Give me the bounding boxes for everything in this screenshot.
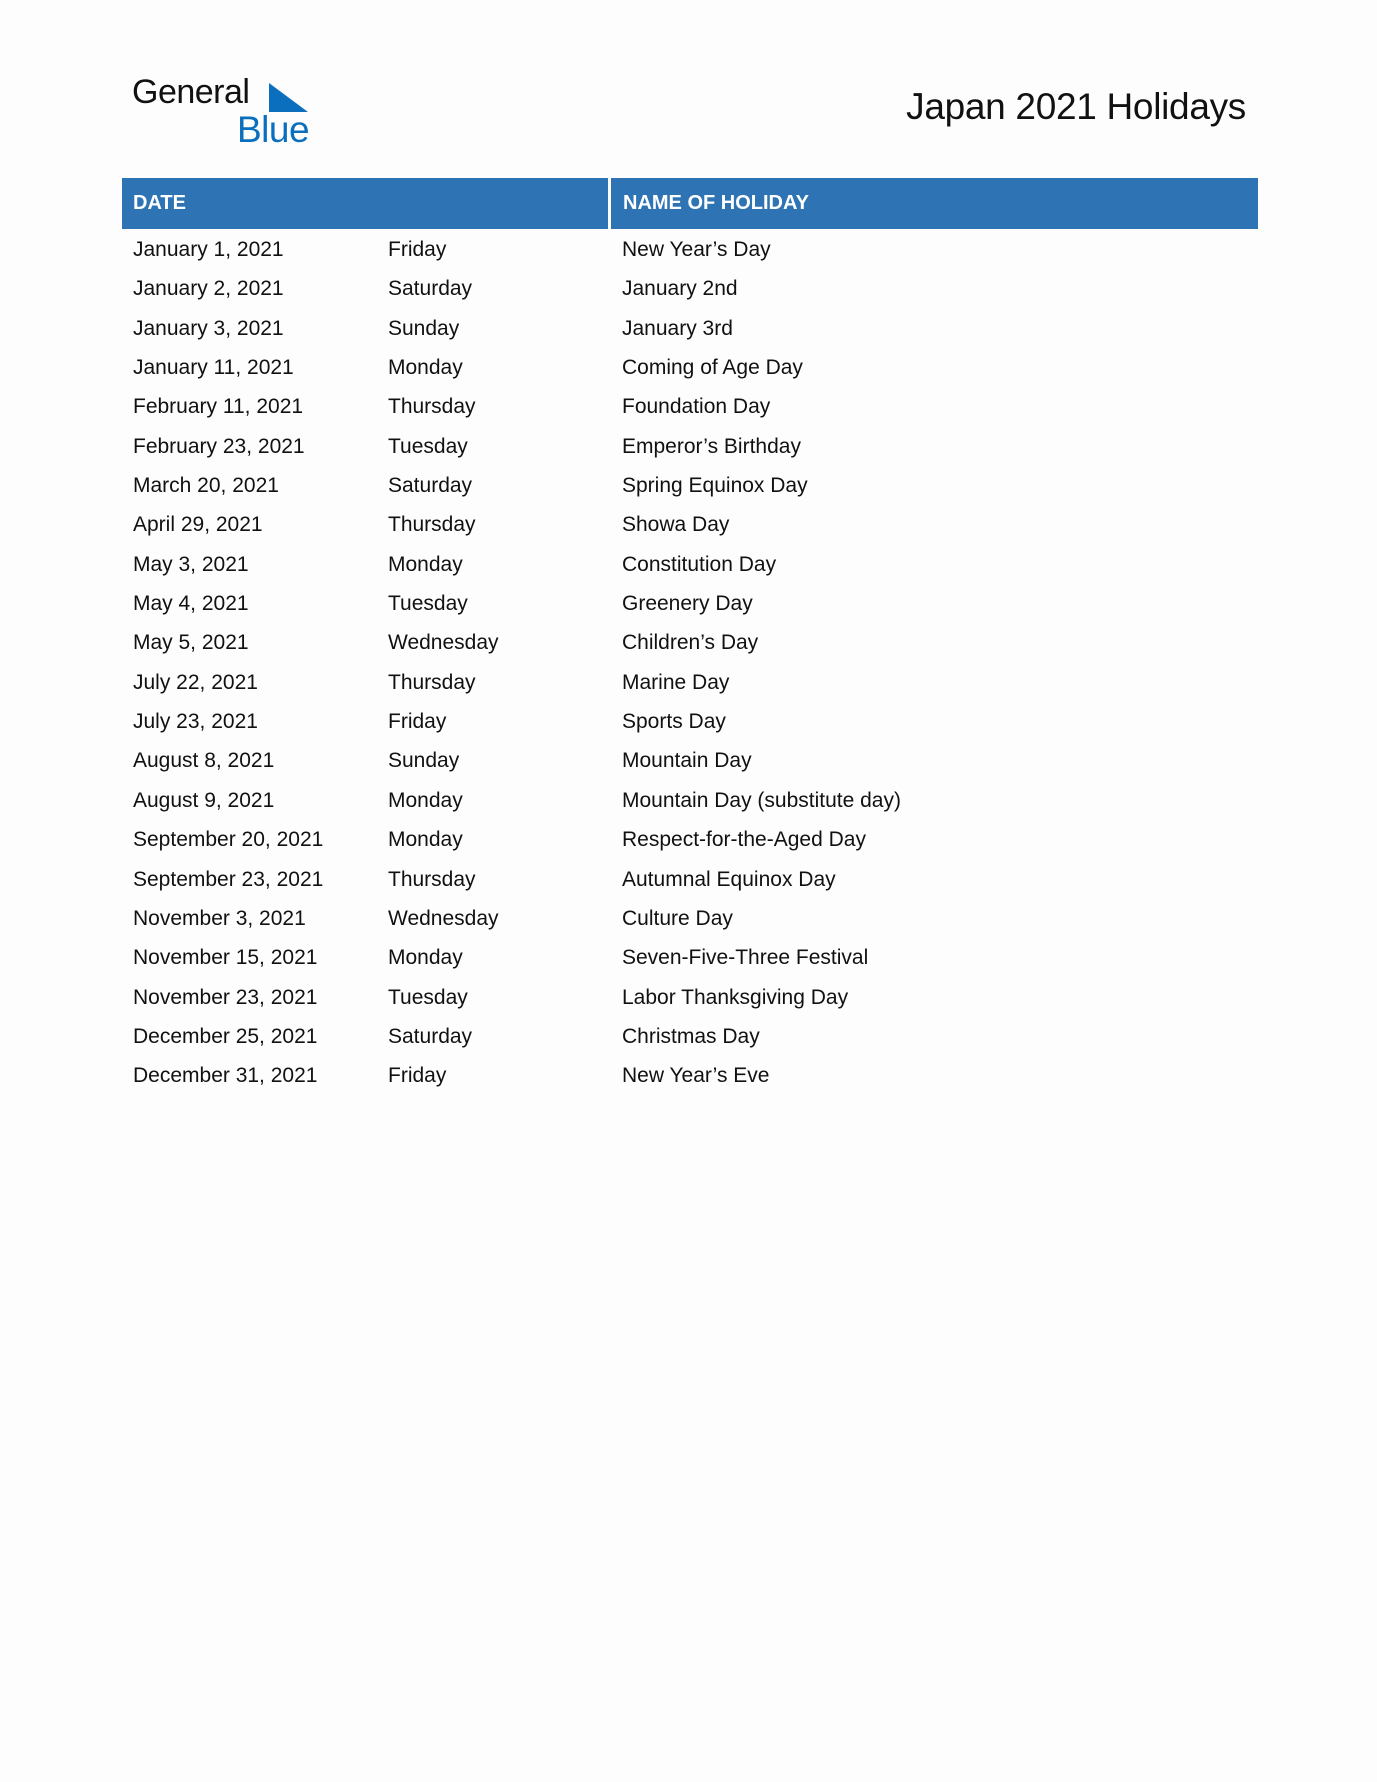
table-row: [0, 702, 1377, 741]
holiday-date: September 20, 2021: [133, 828, 324, 852]
holiday-date: February 11, 2021: [133, 395, 304, 419]
holiday-name: January 2nd: [622, 277, 738, 301]
holiday-date: July 22, 2021: [133, 670, 258, 694]
holiday-name: Christmas Day: [622, 1024, 760, 1048]
holiday-date: May 5, 2021: [133, 631, 249, 655]
holiday-weekday: Friday: [388, 238, 447, 261]
holiday-name: New Year’s Day: [622, 238, 771, 261]
table-row: [0, 269, 1377, 308]
holiday-name: January 3rd: [622, 316, 733, 340]
holiday-date: August 8, 2021: [133, 749, 275, 773]
table-row: [0, 899, 1377, 938]
holiday-date: November 3, 2021: [133, 906, 306, 930]
holiday-weekday: Friday: [388, 1064, 447, 1088]
holiday-date: December 25, 2021: [133, 1024, 318, 1048]
holiday-weekday: Tuesday: [388, 592, 468, 616]
table-row: [0, 584, 1377, 623]
holiday-weekday: Thursday: [388, 513, 476, 537]
holiday-weekday: Saturday: [388, 1024, 473, 1048]
table-row: [0, 741, 1377, 780]
holiday-weekday: Thursday: [388, 867, 476, 891]
table-row: [0, 348, 1377, 387]
table-row: [0, 505, 1377, 544]
holiday-date: January 2, 2021: [133, 277, 284, 301]
table-row: [0, 978, 1377, 1017]
holiday-weekday: Thursday: [388, 670, 476, 694]
holiday-date: May 3, 2021: [133, 552, 249, 576]
holiday-name: Seven-Five-Three Festival: [622, 946, 869, 970]
holiday-weekday: Monday: [388, 552, 463, 576]
holiday-weekday: Wednesday: [388, 631, 499, 655]
table-row: [0, 427, 1377, 466]
column-header-date: DATE: [122, 178, 608, 229]
holiday-weekday: Tuesday: [388, 434, 468, 458]
holiday-name: Foundation Day: [622, 395, 771, 419]
table-row: [0, 663, 1377, 702]
holiday-name: Showa Day: [622, 513, 730, 537]
table-row: [0, 623, 1377, 662]
holiday-name: Culture Day: [622, 906, 733, 930]
table-row: [0, 466, 1377, 505]
table-row: [0, 545, 1377, 584]
table-row: [0, 309, 1377, 348]
holiday-weekday: Saturday: [388, 277, 473, 301]
holiday-weekday: Wednesday: [388, 906, 499, 930]
holiday-weekday: Sunday: [388, 316, 460, 340]
holiday-date: April 29, 2021: [133, 513, 263, 537]
holiday-weekday: Monday: [388, 356, 463, 380]
column-header-holiday-name: NAME OF HOLIDAY: [611, 178, 1258, 229]
holiday-weekday: Monday: [388, 828, 463, 852]
holiday-name: Mountain Day (substitute day): [622, 788, 901, 812]
table-row: [0, 1056, 1377, 1095]
holiday-weekday: Saturday: [388, 474, 473, 498]
holiday-date: May 4, 2021: [133, 592, 249, 616]
holiday-name: Constitution Day: [622, 552, 777, 576]
holiday-date: November 15, 2021: [133, 946, 318, 970]
holiday-name: Greenery Day: [622, 592, 753, 616]
logo-text-blue: Blue: [237, 109, 310, 150]
holiday-table-body: [0, 230, 1377, 1096]
holiday-date: July 23, 2021: [133, 710, 258, 734]
holiday-weekday: Thursday: [388, 395, 476, 419]
holiday-date: March 20, 2021: [133, 474, 279, 498]
holiday-weekday: Sunday: [388, 749, 460, 773]
holiday-name: Children’s Day: [622, 631, 759, 655]
generalblue-logo: [130, 72, 320, 156]
holiday-name: Respect-for-the-Aged Day: [622, 828, 866, 852]
holiday-name: Spring Equinox Day: [622, 474, 808, 498]
holiday-date: January 1, 2021: [133, 238, 284, 261]
holiday-name: Marine Day: [622, 670, 730, 694]
table-row: [0, 860, 1377, 899]
holiday-weekday: Monday: [388, 788, 463, 812]
holiday-date: February 23, 2021: [133, 434, 305, 458]
holiday-name: New Year’s Eve: [622, 1064, 770, 1088]
table-row: [0, 938, 1377, 977]
table-row: [0, 1017, 1377, 1056]
page-title: Japan 2021 Holidays: [906, 86, 1246, 127]
holiday-name: Labor Thanksgiving Day: [622, 985, 849, 1009]
logo-text-general: General: [132, 73, 250, 111]
holiday-date: December 31, 2021: [133, 1064, 318, 1088]
holiday-name: Emperor’s Birthday: [622, 434, 801, 458]
holiday-weekday: Monday: [388, 946, 463, 970]
holiday-weekday: Friday: [388, 710, 447, 734]
table-row: [0, 781, 1377, 820]
holiday-name: Sports Day: [622, 710, 726, 734]
holiday-date: January 11, 2021: [133, 356, 294, 380]
holiday-date: January 3, 2021: [133, 316, 284, 340]
holiday-name: Coming of Age Day: [622, 356, 803, 380]
table-row: [0, 230, 1377, 269]
table-row: [0, 820, 1377, 859]
holiday-weekday: Tuesday: [388, 985, 468, 1009]
holiday-date: September 23, 2021: [133, 867, 324, 891]
table-row: [0, 387, 1377, 426]
holiday-date: November 23, 2021: [133, 985, 318, 1009]
holiday-name: Mountain Day: [622, 749, 752, 773]
holiday-name: Autumnal Equinox Day: [622, 867, 836, 891]
holiday-date: August 9, 2021: [133, 788, 275, 812]
